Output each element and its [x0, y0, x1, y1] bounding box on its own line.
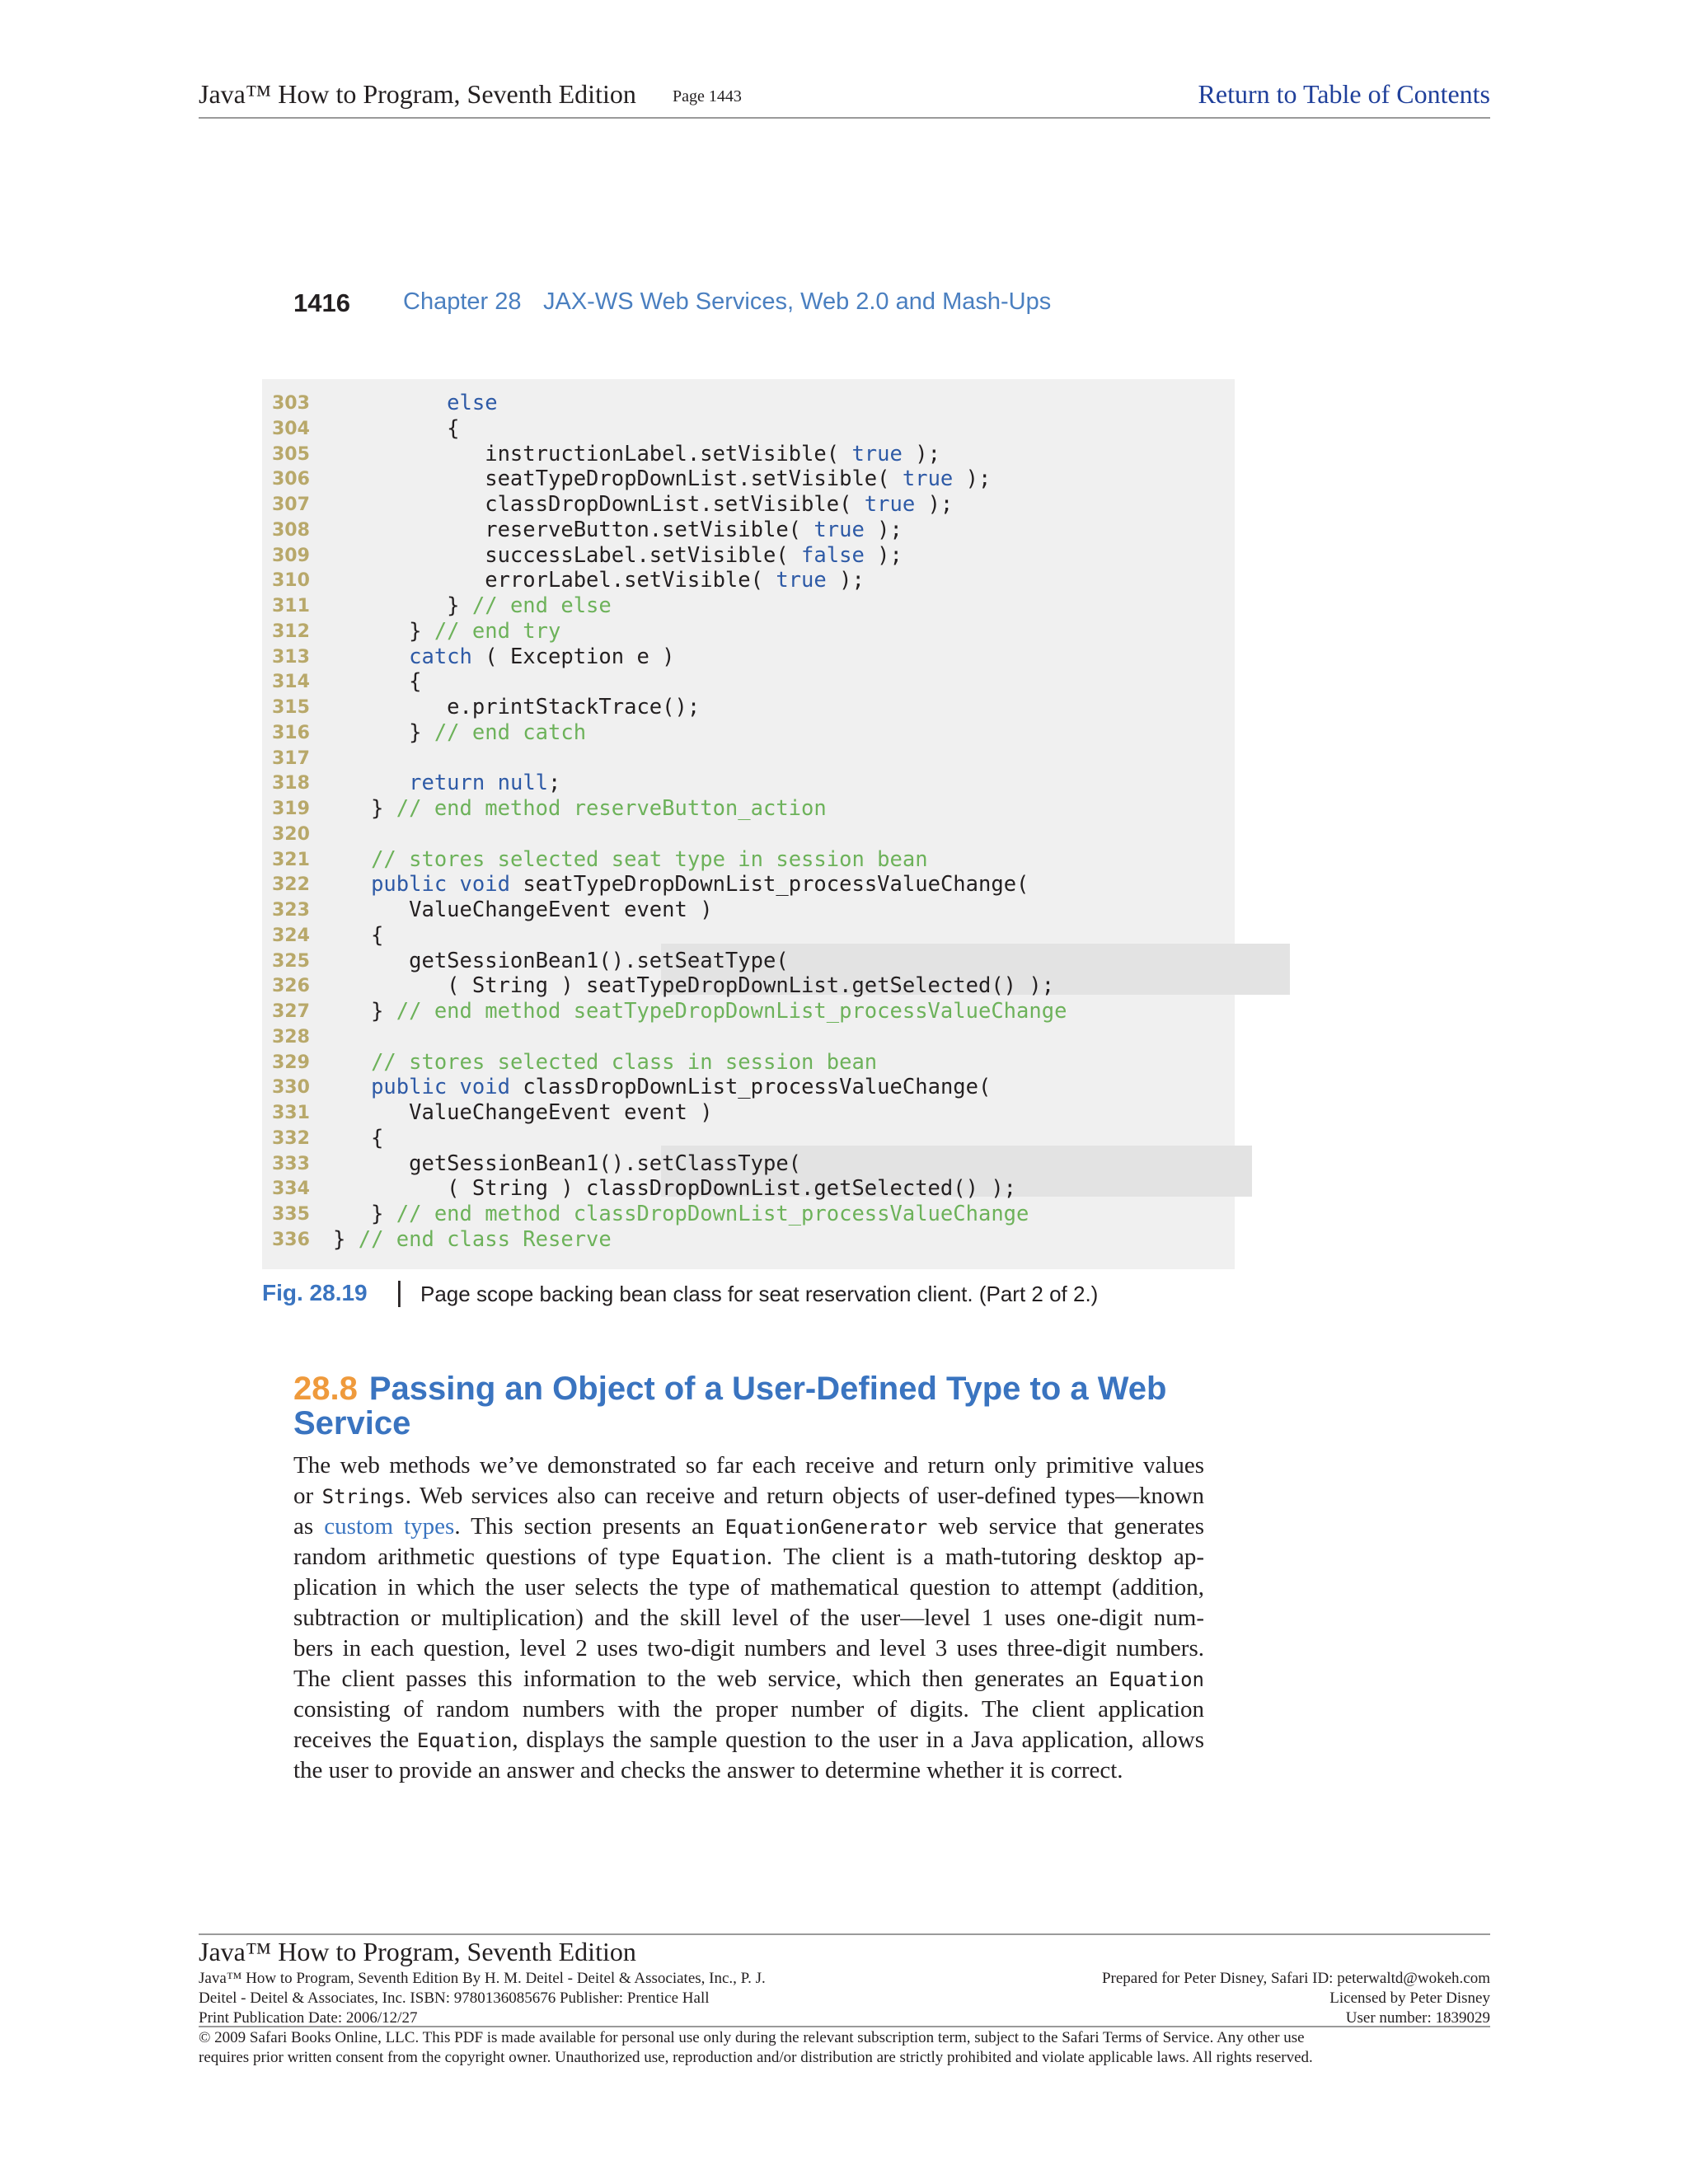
code-text: ( String ) classDropDownList.getSelected() ); [333, 1176, 1017, 1202]
footer-publication-date: Print Publication Date: 2006/12/27 [199, 2009, 418, 2027]
paragraph-line [293, 1633, 1204, 1664]
paragraph-line [293, 1542, 1204, 1572]
paragraph-line [293, 1725, 1204, 1755]
code-text: { [333, 1125, 384, 1151]
code-text: { [333, 669, 422, 695]
inline-code: Equation [416, 1729, 513, 1752]
line-number: 313 [272, 646, 310, 668]
line-number: 320 [272, 823, 310, 845]
line-number: 308 [272, 519, 310, 541]
code-text: classDropDownList.setVisible( true ); [333, 492, 954, 517]
printed-page-number: 1416 [293, 288, 350, 317]
footer-user-number: User number: 1839029 [1345, 2009, 1490, 2027]
section-number: 28.8 [293, 1371, 358, 1407]
code-text: } // end method reserveButton_action [333, 796, 827, 821]
line-number: 326 [272, 976, 310, 997]
line-number: 324 [272, 925, 310, 946]
paragraph-line [293, 1694, 1204, 1725]
code-text: seatTypeDropDownList.setVisible( true ); [333, 466, 992, 492]
line-number: 327 [272, 1001, 310, 1022]
footer-book-title: Java™ How to Program, Seventh Edition [199, 1937, 636, 1966]
footer-divider [199, 1933, 1490, 1935]
text-run: random arithmetic questions of type [293, 1544, 660, 1570]
footer-copyright: © 2009 Safari Books Online, LLC. This PDF is made available for personal use only during the relevant subscription term, subject to the Safari Terms of Service. Any other use [199, 2029, 1305, 2046]
text-run: as [293, 1513, 314, 1540]
code-listing [262, 379, 1235, 1269]
code-text: } // end method classDropDownList_processValueChange [333, 1202, 1029, 1226]
text-run: . Web services also can receive and return objects of user-defined types—known [405, 1483, 1204, 1509]
code-text: { [333, 922, 384, 948]
paragraph-line [293, 1755, 1204, 1786]
line-number: 307 [272, 494, 310, 515]
code-text: e.printStackTrace(); [333, 695, 701, 719]
footer-license: Licensed by Peter Disney [1329, 1990, 1490, 2007]
footer-copyright: requires prior written consent from the copyright owner. Unauthorized use, reproduction and/or distribution are strictly prohibited and violate applicable laws. All rights reserved. [199, 2049, 1313, 2066]
footer-divider [199, 2026, 1490, 2027]
line-number: 303 [272, 393, 310, 414]
text-run: or [293, 1483, 314, 1509]
code-text: getSessionBean1().setClassType( [333, 1151, 802, 1176]
inline-code: EquationGenerator [724, 1516, 928, 1539]
key-term: custom types [324, 1513, 455, 1540]
footer-book-info: Java™ How to Program, Seventh Edition By H. M. Deitel - Deitel & Associates, Inc., P. J. [199, 1970, 766, 1987]
section-heading [293, 1371, 1241, 1441]
line-number: 318 [272, 773, 310, 794]
paragraph-line [293, 1481, 1204, 1511]
code-text: public void seatTypeDropDownList_processValueChange( [371, 872, 1029, 898]
chapter-title: JAX-WS Web Services, Web 2.0 and Mash-Ups [543, 288, 1052, 315]
text-run: . This section presents an [454, 1513, 715, 1540]
paragraph-line [293, 1664, 1204, 1694]
line-number: 329 [272, 1052, 310, 1073]
inline-code: Equation [1109, 1668, 1204, 1691]
footer-prepared-for: Prepared for Peter Disney, Safari ID: peterwaltd@wokeh.com [1101, 1970, 1490, 1987]
code-text: } // end method seatTypeDropDownList_processValueChange [333, 999, 1067, 1024]
code-text: // stores selected class in session bean [371, 1049, 878, 1075]
text-run: The web methods we’ve demonstrated so far each receive and return only primitive values [293, 1452, 1204, 1479]
body-paragraph [293, 1451, 1204, 1786]
paragraph-line [293, 1511, 1204, 1542]
code-text: ValueChangeEvent event ) [333, 1100, 713, 1125]
inline-code: Equation [671, 1546, 767, 1569]
line-number: 321 [272, 849, 310, 870]
code-text: public void classDropDownList_processValueChange( [371, 1075, 992, 1100]
figure-label: Fig. 28.19 [262, 1280, 368, 1305]
paragraph-line [293, 1572, 1204, 1603]
line-number: 323 [272, 900, 310, 921]
line-number: 306 [272, 469, 310, 490]
section-title: Passing an Object of a User-Defined Type to a Web Service [293, 1371, 1167, 1441]
line-number: 332 [272, 1127, 310, 1149]
code-text: errorLabel.setVisible( true ); [333, 568, 865, 593]
code-text: ValueChangeEvent event ) [333, 898, 713, 922]
paragraph-line [293, 1451, 1204, 1481]
line-number: 304 [272, 418, 310, 439]
line-number: 319 [272, 799, 310, 819]
line-number: 335 [272, 1204, 310, 1225]
code-text: return null; [409, 771, 561, 796]
code-text: } // end try [333, 618, 561, 644]
line-number: 333 [272, 1153, 310, 1174]
text-run: , displays the sample question to the user in a Java application, allows [512, 1727, 1205, 1753]
code-text: successLabel.setVisible( false ); [333, 542, 903, 568]
line-number: 311 [272, 596, 310, 616]
line-number: 316 [272, 722, 310, 743]
code-text: } // end else [333, 593, 612, 618]
caption-text: Page scope backing bean class for seat reservation client. (Part 2 of 2.) [420, 1282, 1099, 1306]
line-number: 305 [272, 443, 310, 465]
code-text: { [333, 415, 460, 441]
running-header [199, 76, 1490, 119]
text-run: plication in which the user selects the type of mathematical question to attempt (addition, [293, 1574, 1204, 1601]
code-text: } // end class Reserve [333, 1226, 612, 1252]
line-number: 328 [272, 1026, 310, 1047]
text-run: subtraction or multiplication) and the skill level of the user—level 1 uses one-digit num- [293, 1605, 1204, 1631]
line-number: 310 [272, 570, 310, 592]
line-number: 317 [272, 748, 310, 769]
table-of-contents-link[interactable]: Return to Table of Contents [1198, 79, 1490, 109]
chapter-label: Chapter 28 [403, 288, 522, 315]
text-run: The client passes this information to the web service, which then generates an [293, 1666, 1099, 1692]
code-text: catch ( Exception e ) [409, 644, 675, 669]
text-run: consisting of random numbers with the proper number of digits. The client application [293, 1696, 1204, 1722]
text-run: bers in each question, level 2 uses two-digit numbers and level 3 uses three-digit numbers. [293, 1635, 1204, 1661]
line-number: 336 [272, 1229, 310, 1250]
line-number: 330 [272, 1077, 310, 1099]
code-text: ( String ) seatTypeDropDownList.getSelected() ); [333, 973, 1055, 999]
line-number: 334 [272, 1179, 310, 1200]
chapter-header [293, 288, 1052, 318]
line-number: 309 [272, 545, 310, 566]
code-text: instructionLabel.setVisible( true ); [333, 441, 940, 466]
figure-caption [262, 1277, 1099, 1308]
code-text: // stores selected seat type in session bean [371, 846, 928, 872]
line-number: 325 [272, 950, 310, 972]
line-number: 331 [272, 1103, 310, 1123]
line-number: 315 [272, 697, 310, 718]
code-text: } // end catch [333, 719, 587, 745]
code-text: else [447, 391, 498, 415]
code-text: reserveButton.setVisible( true ); [333, 517, 903, 542]
book-title: Java™ How to Program, Seventh Edition [199, 79, 636, 109]
inline-code: Strings [321, 1485, 406, 1508]
footer-isbn-info: Deitel - Deitel & Associates, Inc. ISBN: 9780136085676 Publisher: Prentice Hall [199, 1990, 710, 2007]
line-number: 314 [272, 672, 310, 693]
page-label: Page 1443 [673, 87, 742, 105]
caption-separator: | [396, 1277, 403, 1308]
text-run: receives the [293, 1727, 410, 1753]
line-number: 322 [272, 874, 310, 896]
paragraph-line [293, 1603, 1204, 1633]
line-number: 312 [272, 621, 310, 642]
code-text: getSessionBean1().setSeatType( [333, 948, 789, 973]
text-run: the user to provide an answer and checks the answer to determine whether it is correct. [293, 1757, 1123, 1783]
text-run: . The client is a math-tutoring desktop ap- [766, 1544, 1205, 1570]
text-run: web service that generates [938, 1513, 1205, 1540]
